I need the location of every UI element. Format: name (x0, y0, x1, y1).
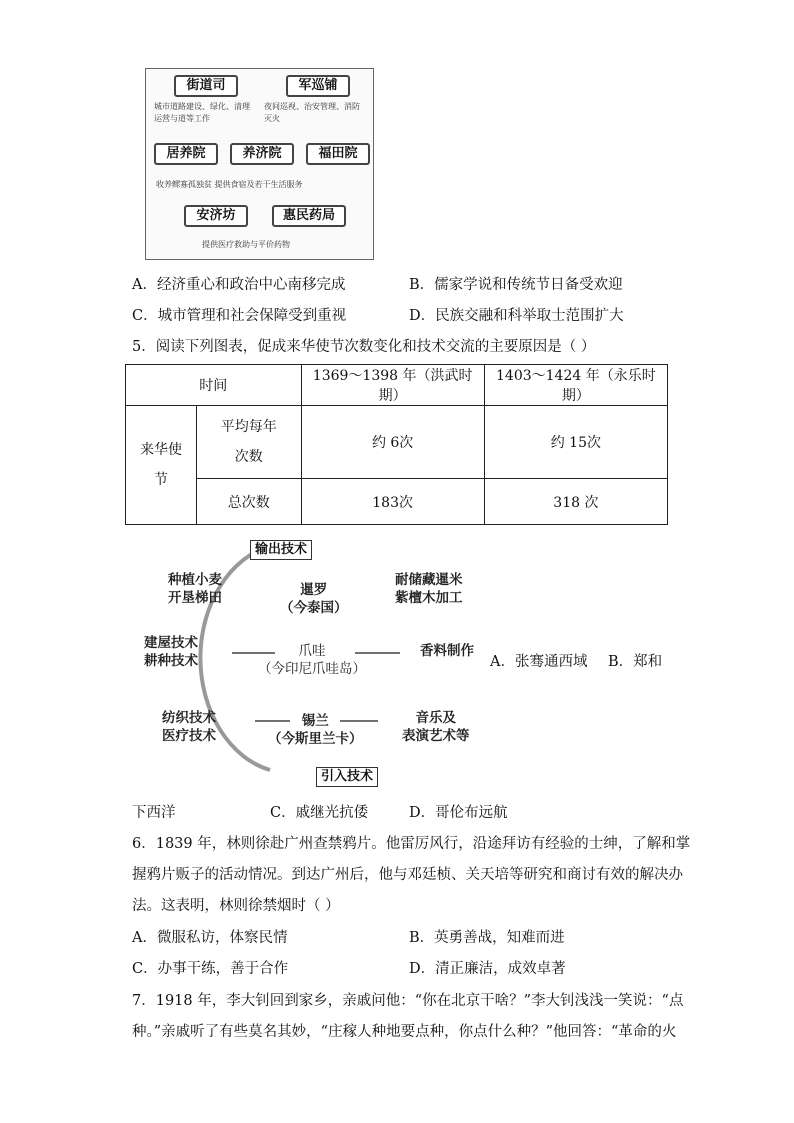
left-item-2: 建屋技术 耕种技术 (144, 635, 198, 669)
q6-option-c: C．办事干练，善于合作 (132, 961, 289, 977)
right-item-2: 香料制作 (420, 643, 474, 659)
caption-row1-right: 夜间巡视、治安管理、消防灭火 (264, 102, 360, 123)
table-header-hongwu: 1369～1398 年（洪武时期） (301, 365, 484, 406)
box-anjifang: 安济坊 (184, 205, 248, 227)
envoy-table (125, 364, 668, 525)
table-row1-v1: 约 6次 (301, 406, 484, 479)
q6-option-b: B．英勇善战，知难而进 (409, 930, 565, 946)
middle-item-1: 暹罗 （今泰国） (280, 582, 348, 616)
q4-option-d: D．民族交融和科举取士范围扩大 (409, 308, 624, 324)
table-row2-v1: 183次 (301, 479, 484, 525)
box-jiedaosi: 街道司 (174, 75, 238, 97)
box-huiminyaoju: 惠民药局 (272, 205, 346, 227)
right-item-3: 音乐及 表演艺术等 (402, 710, 470, 744)
q5-stem: 5．阅读下列图表，促成来华使节次数变化和技术交流的主要原因是（ ） (132, 339, 596, 355)
table-row2-v2: 318 次 (484, 479, 667, 525)
q5-option-b-part2: 下西洋 (132, 805, 176, 821)
q6-stem-line3: 法。这表明，林则徐禁烟时（ ） (132, 898, 340, 914)
box-juyangyuan: 居养院 (154, 143, 218, 165)
table-row-group: 来华使节 (126, 406, 197, 525)
q4-option-a: A．经济重心和政治中心南移完成 (132, 277, 346, 293)
q5-option-b-part1: B．郑和 (608, 654, 663, 670)
middle-item-2: 爪哇 （今印尼爪哇岛） (258, 643, 366, 677)
left-item-3: 纺织技术 医疗技术 (162, 710, 216, 744)
q4-option-b: B．儒家学说和传统节日备受欢迎 (409, 277, 623, 293)
q5-option-d: D．哥伦布远航 (409, 805, 508, 821)
tag-export-tech: 输出技术 (250, 540, 312, 560)
middle-item-3: 锡兰 （今斯里兰卡） (268, 713, 363, 747)
q7-stem-line2: 种。”亲戚听了有些莫名其妙，“庄稼人种地要点种，你点什么种？”他回答：“革命的火 (132, 1024, 677, 1040)
box-futianyuan: 福田院 (306, 143, 370, 165)
caption-row3: 提供医疗救助与平价药物 (202, 240, 290, 249)
left-item-1: 种植小麦 开垦梯田 (168, 572, 222, 606)
box-junxunpu: 军巡铺 (286, 75, 350, 97)
right-item-1: 耐储藏暹米 紫檀木加工 (395, 572, 463, 606)
caption-row1-left: 城市道路建设、绿化、清理运营与道等工作 (154, 102, 250, 123)
q6-stem-line2: 握鸦片贩子的活动情况。到达广州后，他与邓廷桢、关天培等研究和商讨有效的解决办 (132, 867, 683, 883)
q5-option-a: A．张骞通西域 (490, 654, 588, 670)
table-header-time: 时间 (126, 365, 302, 406)
table-header-yongle: 1403～1424 年（永乐时期） (484, 365, 667, 406)
table-row2-label: 总次数 (197, 479, 302, 525)
q7-stem-line1: 7．1918 年，李大钊回到家乡，亲戚问他：“你在北京干啥？”李大钊浅浅一笑说：“点 (132, 993, 684, 1009)
caption-row2: 收养鳏寡孤独贫 提供食宿及若干生活服务 (156, 180, 303, 189)
table-row1-label: 平均每年次数 (197, 406, 302, 479)
box-yangjiyuan: 养济院 (230, 143, 294, 165)
tag-import-tech: 引入技术 (316, 767, 378, 787)
q6-option-a: A．微服私访，体察民情 (132, 930, 288, 946)
table-row1-v2: 约 15次 (484, 406, 667, 479)
technology-exchange-diagram (140, 538, 480, 788)
q5-option-c: C．戚继光抗倭 (270, 805, 369, 821)
q4-option-c: C．城市管理和社会保障受到重视 (132, 308, 347, 324)
q6-stem-line1: 6．1839 年，林则徐赴广州查禁鸦片。他雷厉风行，沿途拜访有经验的士绅，了解和掌 (132, 836, 691, 852)
song-city-institutions-figure (145, 68, 374, 260)
q6-option-d: D．清正廉洁，成效卓著 (409, 961, 566, 977)
